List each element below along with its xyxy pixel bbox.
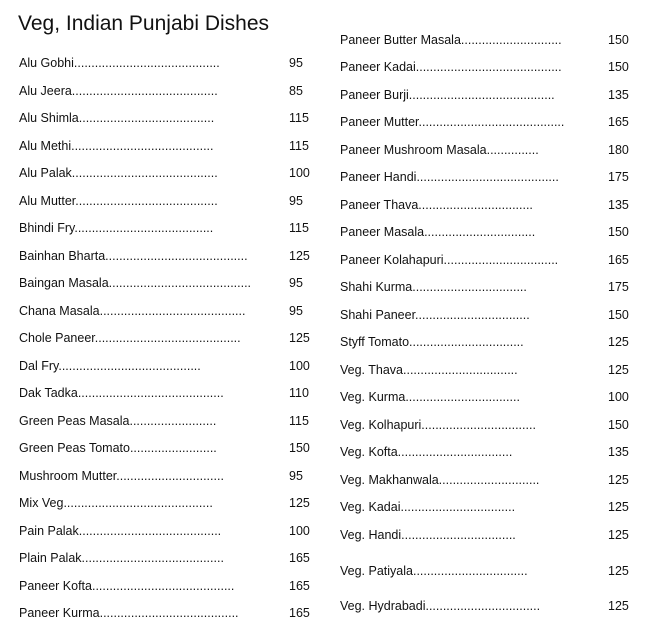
menu-item-paneer-burji bbox=[340, 86, 640, 104]
item-price: 180 bbox=[608, 143, 629, 157]
menu-item-alu-gobhi bbox=[19, 54, 319, 72]
menu-item-veg-handi bbox=[340, 526, 640, 544]
item-name: Alu Jeera.......................................... bbox=[19, 84, 218, 98]
item-name: Paneer Burji.......................................... bbox=[340, 88, 555, 102]
item-price: 125 bbox=[289, 249, 310, 263]
item-name: Veg. Kurma................................. bbox=[340, 390, 520, 404]
item-price: 150 bbox=[289, 441, 310, 455]
item-price: 165 bbox=[608, 253, 629, 267]
item-price: 100 bbox=[289, 359, 310, 373]
item-name: Dak Tadka.......................................... bbox=[19, 386, 224, 400]
menu-item-styff-tomato bbox=[340, 333, 640, 351]
item-name: Paneer Masala................................ bbox=[340, 225, 536, 239]
item-name: Paneer Butter Masala............................. bbox=[340, 33, 562, 47]
item-name: Veg. Thava................................. bbox=[340, 363, 518, 377]
item-price: 135 bbox=[608, 198, 629, 212]
menu-title: Veg, Indian Punjabi Dishes bbox=[18, 12, 270, 35]
item-name: Bhindi Fry........................................ bbox=[19, 221, 214, 235]
item-name: Paneer Kolahapuri................................. bbox=[340, 253, 559, 267]
item-price: 100 bbox=[289, 524, 310, 538]
item-name: Shahi Kurma................................. bbox=[340, 280, 527, 294]
item-price: 100 bbox=[608, 390, 629, 404]
menu-item-chana-masala bbox=[19, 302, 319, 320]
menu-item-veg-makhanwala bbox=[340, 471, 640, 489]
item-name: Green Peas Masala......................... bbox=[19, 414, 217, 428]
menu-item-mix-veg bbox=[19, 494, 319, 512]
menu-item-veg-kolhapuri bbox=[340, 416, 640, 434]
right-menu-column bbox=[320, 0, 650, 633]
menu-item-paneer-mushroom-masala bbox=[340, 141, 640, 159]
item-name: Veg. Kofta................................. bbox=[340, 445, 513, 459]
item-price: 110 bbox=[289, 386, 309, 400]
menu-item-mushroom-mutter bbox=[19, 467, 319, 485]
item-name: Paneer Kurma........................................ bbox=[19, 606, 239, 620]
item-price: 125 bbox=[608, 564, 629, 578]
item-name: Shahi Paneer................................. bbox=[340, 308, 530, 322]
item-name: Alu Palak.......................................... bbox=[19, 166, 218, 180]
item-name: Dal Fry......................................... bbox=[19, 359, 201, 373]
menu-item-veg-kurma bbox=[340, 388, 640, 406]
menu-item-bhindi-fry bbox=[19, 219, 319, 237]
item-price: 125 bbox=[608, 599, 629, 613]
menu-item-green-peas-masala bbox=[19, 412, 319, 430]
item-price: 165 bbox=[289, 551, 310, 565]
item-name: Paneer Mutter.......................................... bbox=[340, 115, 565, 129]
menu-item-veg-thava bbox=[340, 361, 640, 379]
item-price: 165 bbox=[289, 606, 310, 620]
item-name: Veg. Handi................................. bbox=[340, 528, 516, 542]
item-name: Paneer Thava................................. bbox=[340, 198, 533, 212]
item-price: 115 bbox=[289, 221, 309, 235]
item-price: 125 bbox=[608, 528, 629, 542]
item-name: Mushroom Mutter............................... bbox=[19, 469, 224, 483]
item-price: 125 bbox=[608, 473, 629, 487]
item-name: Veg. Patiyala................................. bbox=[340, 564, 528, 578]
menu-item-chole-paneer bbox=[19, 329, 319, 347]
item-name: Plain Palak......................................... bbox=[19, 551, 224, 565]
menu-item-paneer-mutter bbox=[340, 113, 640, 131]
menu-item-alu-palak bbox=[19, 164, 319, 182]
item-name: Chana Masala.......................................... bbox=[19, 304, 246, 318]
item-name: Mix Veg........................................... bbox=[19, 496, 213, 510]
item-name: Alu Shimla....................................... bbox=[19, 111, 215, 125]
item-price: 95 bbox=[289, 56, 303, 70]
item-name: Baingan Masala......................................... bbox=[19, 276, 252, 290]
item-name: Veg. Kolhapuri................................. bbox=[340, 418, 536, 432]
menu-item-alu-shimla bbox=[19, 109, 319, 127]
menu-item-paneer-masala bbox=[340, 223, 640, 241]
item-price: 150 bbox=[608, 225, 629, 239]
menu-item-green-peas-tomato bbox=[19, 439, 319, 457]
menu-item-shahi-kurma bbox=[340, 278, 640, 296]
item-price: 150 bbox=[608, 60, 629, 74]
item-price: 125 bbox=[289, 496, 310, 510]
item-price: 125 bbox=[608, 335, 629, 349]
item-price: 165 bbox=[289, 579, 310, 593]
item-price: 95 bbox=[289, 304, 303, 318]
item-name: Bainhan Bharta......................................... bbox=[19, 249, 248, 263]
item-name: Veg. Kadai................................. bbox=[340, 500, 516, 514]
menu-item-dak-tadka bbox=[19, 384, 319, 402]
item-price: 95 bbox=[289, 276, 303, 290]
item-price: 95 bbox=[289, 469, 303, 483]
item-price: 150 bbox=[608, 418, 629, 432]
item-price: 150 bbox=[608, 308, 629, 322]
item-name: Paneer Handi......................................... bbox=[340, 170, 559, 184]
menu-item-plain-palak bbox=[19, 549, 319, 567]
item-price: 150 bbox=[608, 33, 629, 47]
item-price: 125 bbox=[608, 363, 629, 377]
item-name: Veg. Makhanwala............................. bbox=[340, 473, 540, 487]
item-price: 165 bbox=[608, 115, 629, 129]
item-price: 125 bbox=[608, 500, 629, 514]
item-name: Paneer Mushroom Masala............... bbox=[340, 143, 539, 157]
item-name: Alu Methi......................................... bbox=[19, 139, 214, 153]
item-name: Styff Tomato................................. bbox=[340, 335, 524, 349]
menu-item-alu-methi bbox=[19, 137, 319, 155]
menu-item-baingan-masala bbox=[19, 274, 319, 292]
menu-item-paneer-kadai bbox=[340, 58, 640, 76]
item-price: 115 bbox=[289, 111, 309, 125]
item-price: 135 bbox=[608, 445, 629, 459]
item-price: 85 bbox=[289, 84, 303, 98]
item-price: 100 bbox=[289, 166, 310, 180]
menu-item-paneer-handi bbox=[340, 168, 640, 186]
item-price: 115 bbox=[289, 414, 309, 428]
item-price: 95 bbox=[289, 194, 303, 208]
menu-item-alu-jeera bbox=[19, 82, 319, 100]
left-menu-column bbox=[0, 0, 320, 633]
menu-item-shahi-paneer bbox=[340, 306, 640, 324]
item-name: Chole Paneer.......................................... bbox=[19, 331, 241, 345]
item-price: 175 bbox=[608, 280, 629, 294]
item-name: Paneer Kadai.......................................... bbox=[340, 60, 562, 74]
item-price: 135 bbox=[608, 88, 629, 102]
menu-item-veg-hydrabadi bbox=[340, 597, 640, 615]
menu-item-paneer-kurma bbox=[19, 604, 319, 622]
item-name: Pain Palak......................................... bbox=[19, 524, 222, 538]
menu-item-paneer-kofta bbox=[19, 577, 319, 595]
item-price: 175 bbox=[608, 170, 629, 184]
item-name: Alu Mutter......................................... bbox=[19, 194, 218, 208]
item-name: Green Peas Tomato......................... bbox=[19, 441, 217, 455]
menu-item-paneer-thava bbox=[340, 196, 640, 214]
menu-item-paneer-butter-masala bbox=[340, 31, 640, 49]
item-name: Alu Gobhi.......................................... bbox=[19, 56, 220, 70]
menu-item-veg-kadai bbox=[340, 498, 640, 516]
menu-item-veg-kofta bbox=[340, 443, 640, 461]
menu-item-dal-fry bbox=[19, 357, 319, 375]
menu-item-alu-mutter bbox=[19, 192, 319, 210]
item-price: 115 bbox=[289, 139, 309, 153]
item-name: Veg. Hydrabadi................................. bbox=[340, 599, 541, 613]
menu-item-paneer-kolahapuri bbox=[340, 251, 640, 269]
item-name: Paneer Kofta......................................... bbox=[19, 579, 235, 593]
menu-item-pain-palak bbox=[19, 522, 319, 540]
item-price: 125 bbox=[289, 331, 310, 345]
menu-item-veg-patiyala bbox=[340, 562, 640, 580]
menu-item-bainhan-bharta bbox=[19, 247, 319, 265]
